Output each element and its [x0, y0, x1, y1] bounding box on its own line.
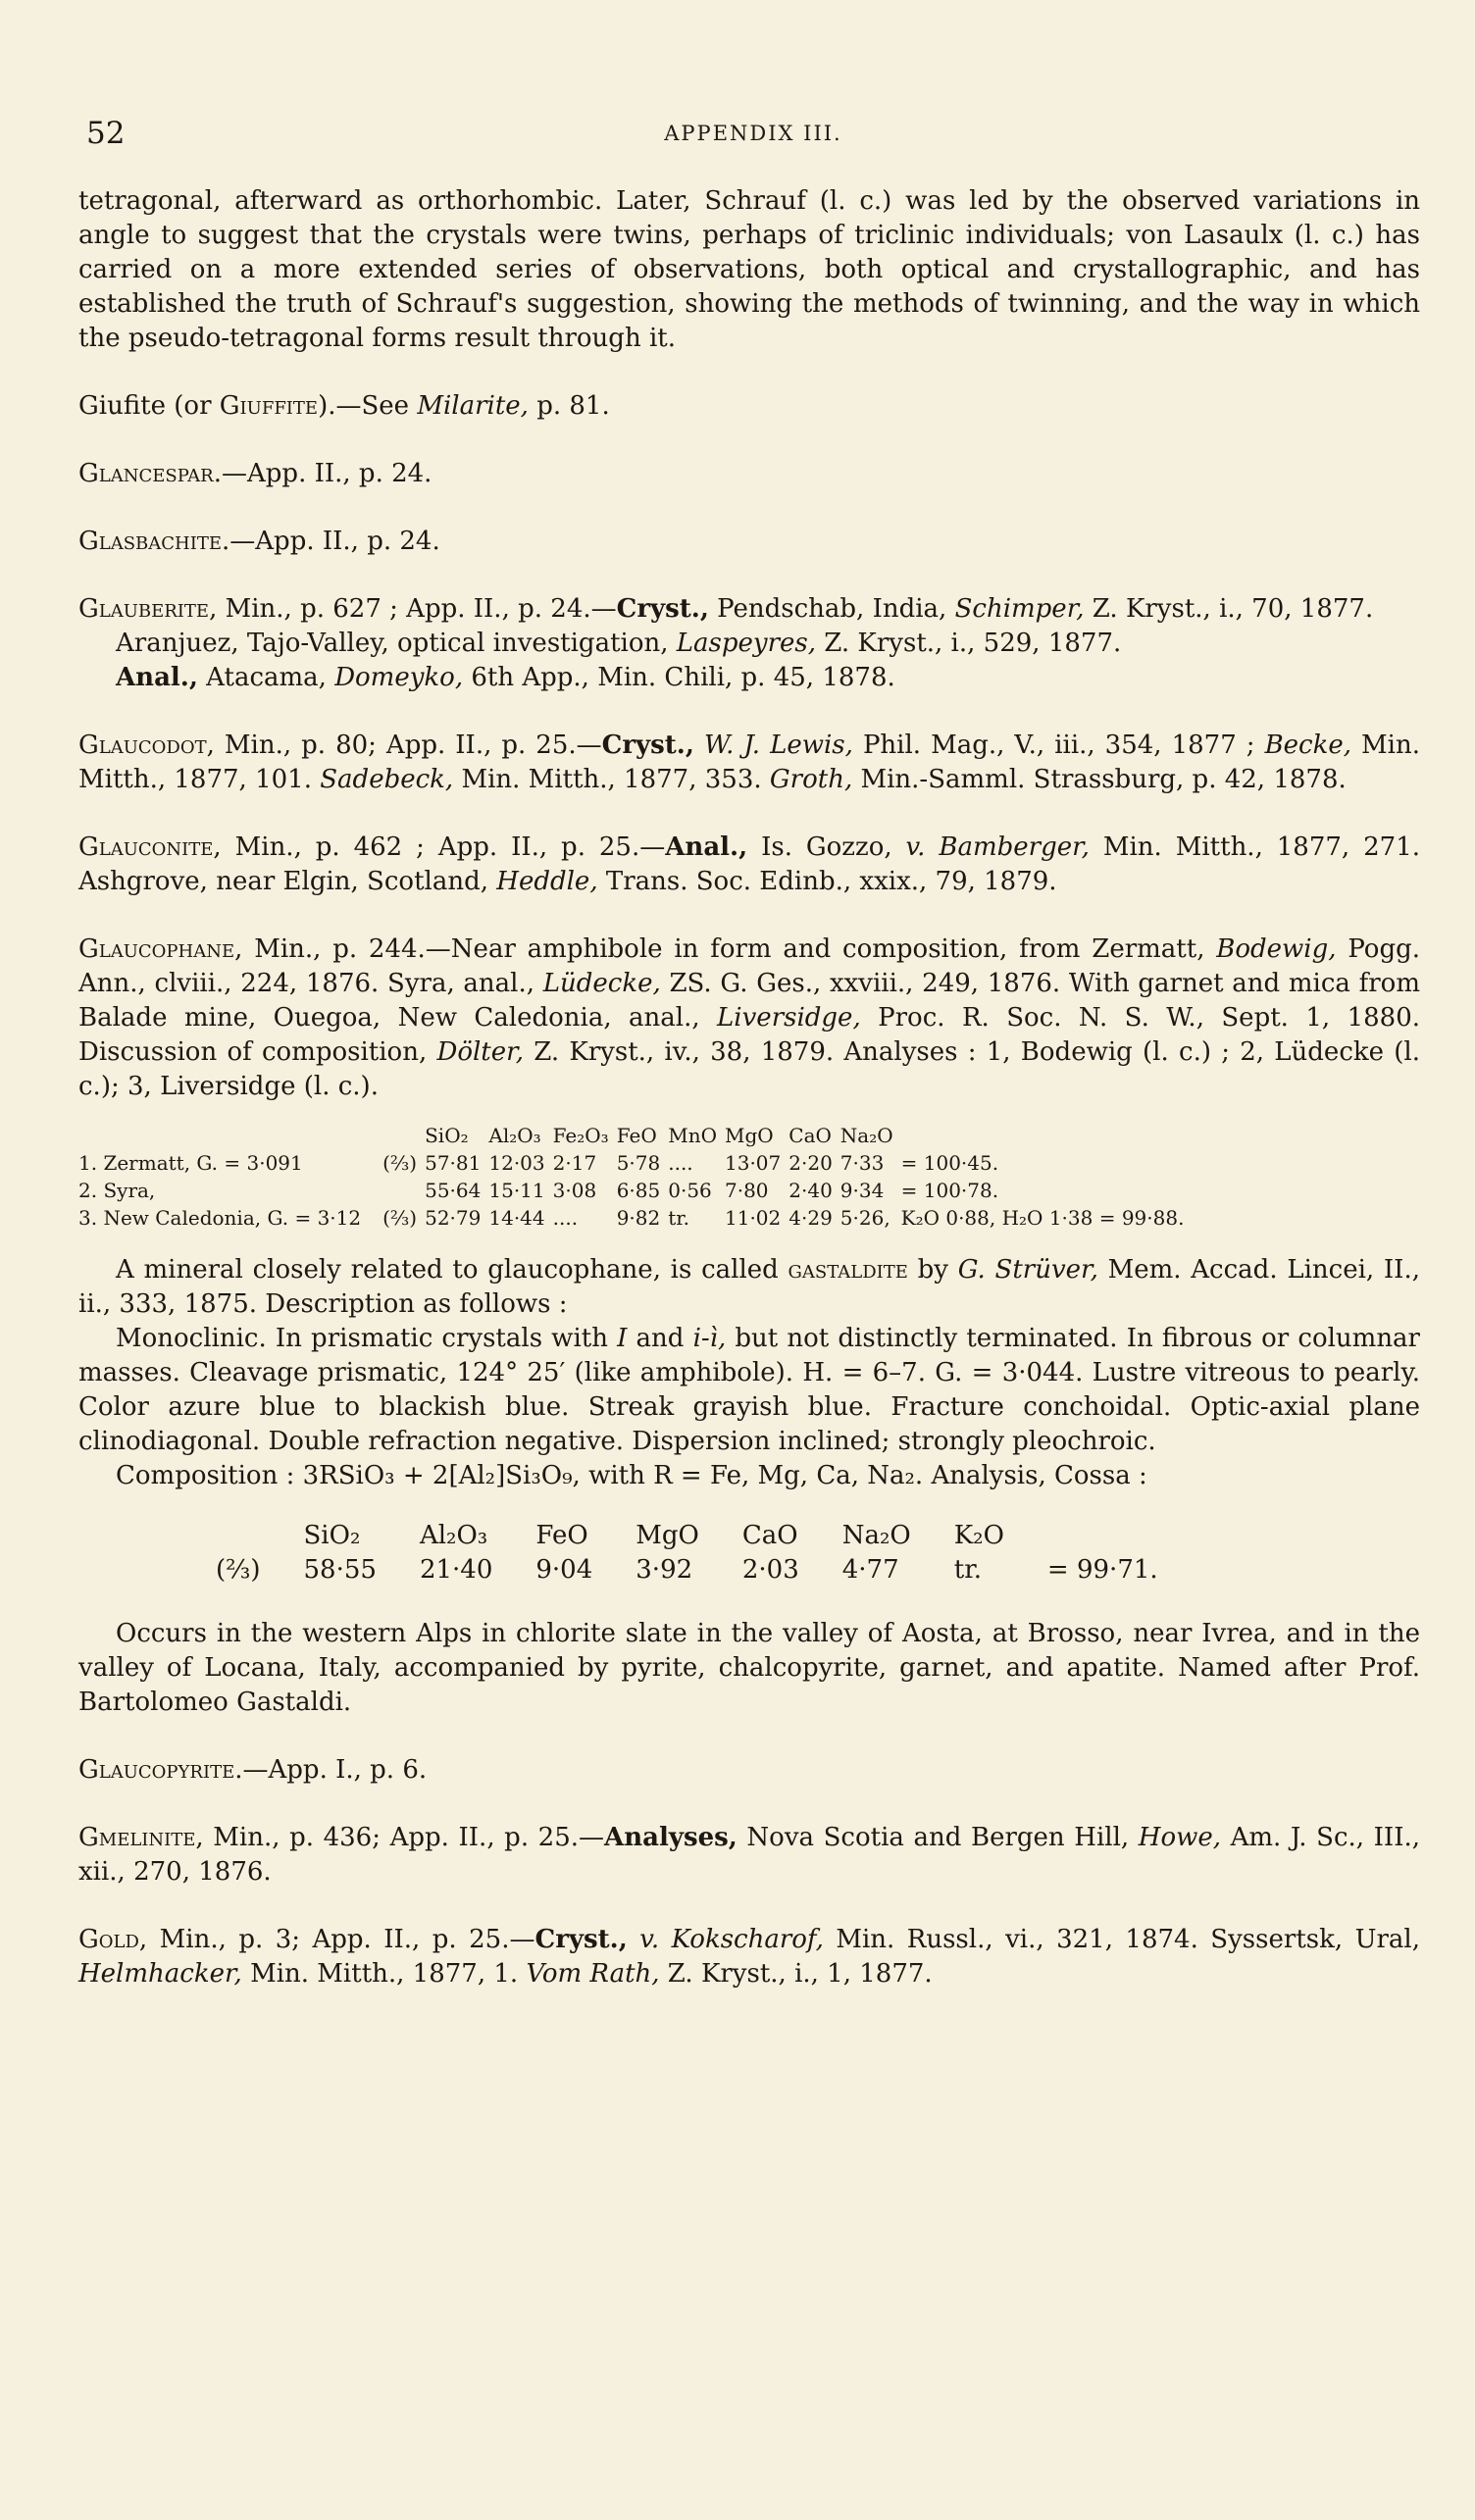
- column-header: Al₂O₃: [419, 1521, 488, 1550]
- entry-head: Glaucophane,: [78, 934, 243, 964]
- entry-glauberite: Glauberite, Min., p. 627 ; App. II., p. 24.—Cryst., Pendschab, India, Schimper, Z. Kryst., i., 70, 1877. Aranjuez, Tajo-Valley, optical investigation, Laspeyres, Z. Kryst., i., 529, 1877. Anal., Atacama, Domeyko, 6th App., Min. Chili, p. 45, 1878.: [78, 594, 1374, 692]
- column-header: CaO: [788, 1124, 832, 1147]
- entry-head: Glaucodot,: [78, 731, 215, 760]
- gastaldite-analysis-table: [216, 1519, 1201, 1588]
- entry-head: Giufite: [78, 391, 167, 421]
- entry-head: Gmelinite,: [78, 1823, 204, 1852]
- table-row: 2. Syra, 55·64 15·11 3·08 6·85 0·56 7·80 2·40 9·34 = 100·78.: [78, 1179, 999, 1202]
- column-header: SiO₂: [425, 1124, 469, 1147]
- page-header: [86, 116, 1420, 155]
- page-body: [78, 184, 1420, 1991]
- occurrence-paragraph: Occurs in the western Alps in chlorite slate in the valley of Aosta, at Brosso, near Ivrea, and in the valley of Locana, Italy, accompanied by pyrite, chalcopyrite, garnet, and apatite. Named after Prof. Bartolomeo Gastaldi.: [78, 1619, 1420, 1717]
- column-header: MgO: [636, 1521, 699, 1550]
- entry-glaucopyrite: Glaucopyrite.—App. I., p. 6.: [78, 1755, 428, 1785]
- entry-head: Glauconite,: [78, 832, 222, 862]
- column-header: FeO: [535, 1521, 588, 1550]
- column-header: K₂O: [953, 1521, 1004, 1550]
- entry-head: Gold,: [78, 1925, 148, 1954]
- column-header: MnO: [668, 1124, 717, 1147]
- page-number: 52: [86, 116, 126, 151]
- table-header-row: [216, 1519, 1201, 1553]
- table-header-row: [78, 1122, 1192, 1149]
- entry-head: Glancespar.: [78, 459, 222, 488]
- column-header: Na₂O: [841, 1521, 911, 1550]
- column-header: CaO: [741, 1521, 798, 1550]
- column-header: Na₂O: [839, 1124, 893, 1147]
- column-header: MgO: [725, 1124, 774, 1147]
- entry-glauconite: Glauconite, Min., p. 462 ; App. II., p. 25.—Anal., Is. Gozzo, v. Bamberger, Min. Mitth., 1877, 271. Ashgrove, near Elgin, Scotland, Heddle, Trans. Soc. Edinb., xxix., 79, 1879.: [78, 832, 1421, 896]
- column-header: Fe₂O₃: [552, 1124, 609, 1147]
- entry-glasbachite: Glasbachite.—App. II., p. 24.: [78, 527, 440, 556]
- table-row: (⅔) 58·55 21·40 9·04 3·92 2·03 4·77 tr. = 99·71.: [216, 1555, 1158, 1585]
- column-header: SiO₂: [303, 1521, 361, 1550]
- entry-gold: Gold, Min., p. 3; App. II., p. 25.—Cryst., v. Kokscharof, Min. Russl., vi., 321, 1874. Syssertsk, Ural, Helmhacker, Min. Mitth., 1877, 1. Vom Rath, Z. Kryst., i., 1, 1877.: [78, 1925, 1421, 1989]
- running-head: APPENDIX III.: [664, 122, 842, 145]
- entry-glaucodot: Glaucodot, Min., p. 80; App. II., p. 25.—Cryst., W. J. Lewis, Phil. Mag., V., iii., 354, 1877 ; Becke, Min. Mitth., 1877, 101. Sadebeck, Min. Mitth., 1877, 353. Groth, Min.-Samml. Strassburg, p. 42, 1878.: [78, 731, 1420, 794]
- entry-gmelinite: Gmelinite, Min., p. 436; App. II., p. 25.—Analyses, Nova Scotia and Bergen Hill, Howe, Am. J. Sc., III., xii., 270, 1876.: [78, 1823, 1420, 1887]
- glaucophane-analyses-table: [78, 1122, 1192, 1232]
- intro-paragraph: tetragonal, afterward as orthorhombic. Later, Schrauf (l. c.) was led by the observed variations in angle to suggest that the crystals were twins, perhaps of triclinic individuals; von Lasaulx (l. c.) has carried on a more extended series of observations, both optical and crystallographic, and has established the truth of Schrauf's suggestion, showing the methods of twinning, and the way in which the pseudo-tetragonal forms result through it.: [78, 186, 1420, 353]
- composition-line: Composition : 3RSiO₃ + 2[Al₂]Si₃O₉, with R = Fe, Mg, Ca, Na₂. Analysis, Cossa :: [116, 1461, 1147, 1490]
- column-header: Al₂O₃: [488, 1124, 541, 1147]
- column-header: FeO: [616, 1124, 657, 1147]
- table-row: 3. New Caledonia, G. = 3·12 (⅔) 52·79 14·44 .... 9·82 tr. 11·02 4·29 5·26, K₂O 0·88, H₂O 1·38 = 99·88.: [78, 1206, 1185, 1230]
- entry-head: Glaucopyrite.: [78, 1755, 243, 1785]
- entry-gastaldite: A mineral closely related to glaucophane, is called gastaldite by G. Strüver, Mem. Accad. Lincei, II., ii., 333, 1875. Description as follows : Monoclinic. In prismatic crystals with I and i-ì, but not distinctly terminated. In fibrous or columnar masses. Cleavage prismatic, 124° 25′ (like amphibole). H. = 6–7. G. = 3·044. Lustre vitreous to pearly. Color azure blue to blackish blue. Streak grayish blue. Fracture conchoidal. Optic-axial plane clinodiagonal. Double refraction negative. Dispersion inclined; strongly pleochroic. Composition : 3RSiO₃ + 2[Al₂]Si₃O₉, with R = Fe, Mg, Ca, Na₂. Analysis, Cossa : SiO₂ Al₂O₃ FeO MgO CaO Na₂O K₂O (⅔) 58·55 21·40 9·04 3·92 2·03 4·77 tr. = 99·71. Occurs in the western Alps in chlorite slate in the valley of Aosta, at Brosso, near Ivrea, and in the valley of Locana, Italy, accompanied by pyrite, chalcopyrite, garnet, and apatite. Named after Prof. Bartolomeo Gastaldi.: [78, 1253, 1420, 1720]
- entry-giufite: Giufite (or Giuffite).—See Milarite, p. 81.: [78, 391, 610, 421]
- entry-head: Glasbachite.: [78, 527, 230, 556]
- table-row: 1. Zermatt, G. = 3·091 (⅔) 57·81 12·03 2·17 5·78 .... 13·07 2·20 7·33 = 100·45.: [78, 1151, 999, 1175]
- entry-glancespar: Glancespar.—App. II., p. 24.: [78, 459, 432, 488]
- entry-head: Glauberite,: [78, 594, 218, 624]
- entry-glaucophane: Glaucophane, Min., p. 244.—Near amphibole in form and composition, from Zermatt, Bodewig, Pogg. Ann., clviii., 224, 1876. Syra, anal., Lüdecke, ZS. G. Ges., xxviii., 249, 1876. With garnet and mica from Balade mine, Ouegoa, New Caledonia, anal., Liversidge, Proc. R. Soc. N. S. W., Sept. 1, 1880. Discussion of composition, Dölter, Z. Kryst., iv., 38, 1879. Analyses : 1, Bodewig (l. c.) ; 2, Lüdecke (l. c.); 3, Liversidge (l. c.).: [78, 934, 1420, 1101]
